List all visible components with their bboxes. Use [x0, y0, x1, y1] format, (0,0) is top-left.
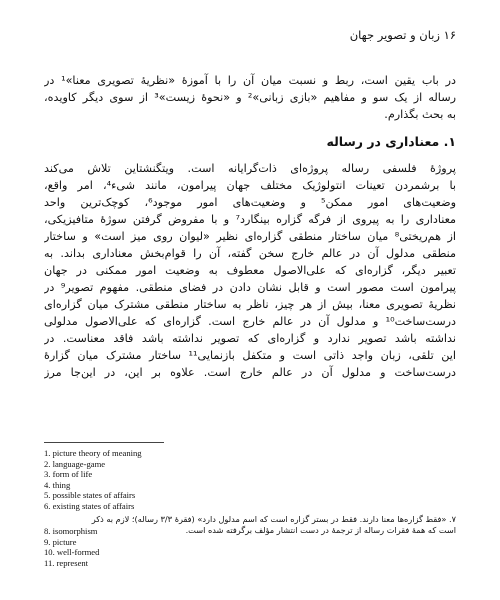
text-line: پروژهٔ فلسفی رساله پروژه‌ای ذات‌گرایانه است. ویتگنشتاین تلاش می‌کند: [44, 162, 456, 175]
footnote: 1. picture theory of meaning: [44, 448, 142, 458]
text-line: نظریهٔ تصویری معنا، بیش از هر چیز، ناظر به ساختار منطقی مشترک میان گزاره‌ای: [44, 298, 456, 311]
footnote-divider: [44, 442, 164, 443]
text-line: این تلقی، زبان واجد ذاتی است و متکفل بازنمایی¹¹ ساختار مشترک میان گزارهٔ: [44, 349, 456, 362]
text-line: از هم‌ریختی⁸ میان ساختار منطقی گزاره‌ای نظیر «لیوان روی میز است» و ساختار: [44, 230, 456, 243]
text-line: رساله از یک سو و مفاهیم «بازی زبانی»² و «نحوهٔ زیست»³ از سوی دیگر کاویده،: [44, 91, 456, 104]
text-line: با برشمردن تعینات انتولوژیک مختلف جهان پیرامون، مانند شیء⁴، امر واقع،: [44, 179, 456, 192]
footnote-line: است که همهٔ فقرات رساله از ترجمهٔ در دست انتشار مؤلف برگرفته شده است.: [185, 525, 456, 535]
running-header: ۱۶ زبان و تصویر جهان: [349, 28, 456, 42]
footnote: 11. represent: [44, 557, 89, 568]
footnote: 6. existing states of affairs: [44, 500, 135, 511]
body-paragraph: [44, 160, 456, 381]
footnote: 10. well-formed: [44, 547, 100, 558]
section-heading: ۱. معناداری در رساله: [326, 134, 456, 149]
text-line: نداشته باشد تصویر ندارد و گزاره‌ای که تصویر نداشته باشد فاقد معناست. در: [44, 332, 456, 345]
text-line: منطقی مدلول آن در عالم خارج سخن گفته، آن را قوام‌بخش معناداری بداند. به: [44, 247, 456, 260]
footnotes-english-2: [44, 526, 344, 568]
footnotes-english-1: [44, 448, 344, 512]
footnote: 2. language-game: [44, 458, 106, 469]
text-line: پیرامون است مصور است و قابل نشان دادن در فضای منطقی. مفهوم تصویر⁹ در: [44, 281, 456, 294]
footnote: 8. isomorphism: [44, 526, 98, 536]
text-line: درست‌ساخت¹⁰ و مدلول آن در عالم خارج است. گزاره‌ای که علی‌الاصول مدلولی: [44, 315, 456, 328]
text-line: به بحث بگذارم.: [384, 108, 456, 121]
intro-paragraph: [44, 72, 456, 123]
footnote: 9. picture: [44, 536, 77, 547]
footnote: 3. form of life: [44, 469, 93, 480]
text-line: وضعیت‌های امور ممکن⁵ و وضعیت‌های امور موجود⁶، کوچک‌ترین واحد: [44, 196, 456, 209]
footnote-line: ۷. «فقط گزاره‌ها معنا دارند. فقط در بستر گزاره است که اسم مدلول دارد» (فقرهٔ ۳/۳ رساله)؛ لازم به ذکر: [91, 514, 456, 524]
text-line: درست‌ساخت و مدلول آن در عالم خارج است. علاوه بر این، در این‌جا مرز: [44, 366, 456, 379]
footnote: 5. possible states of affairs: [44, 490, 136, 501]
footnote: 4. thing: [44, 479, 71, 490]
text-line: تعبیر دیگر، گزاره‌ای که علی‌الاصول معطوف به وضعیت امور ممکنی در جهان: [44, 264, 456, 277]
text-line: در باب یقین است، ربط و نسبت میان آن را با آموزهٔ «نظریهٔ تصویری معنا»¹ در: [44, 74, 456, 87]
text-line: معناداری را به پیروی از فرگه گزاره بینگارد⁷ و با مفروض گرفتن سوژهٔ متافیزیکی،: [44, 213, 456, 226]
